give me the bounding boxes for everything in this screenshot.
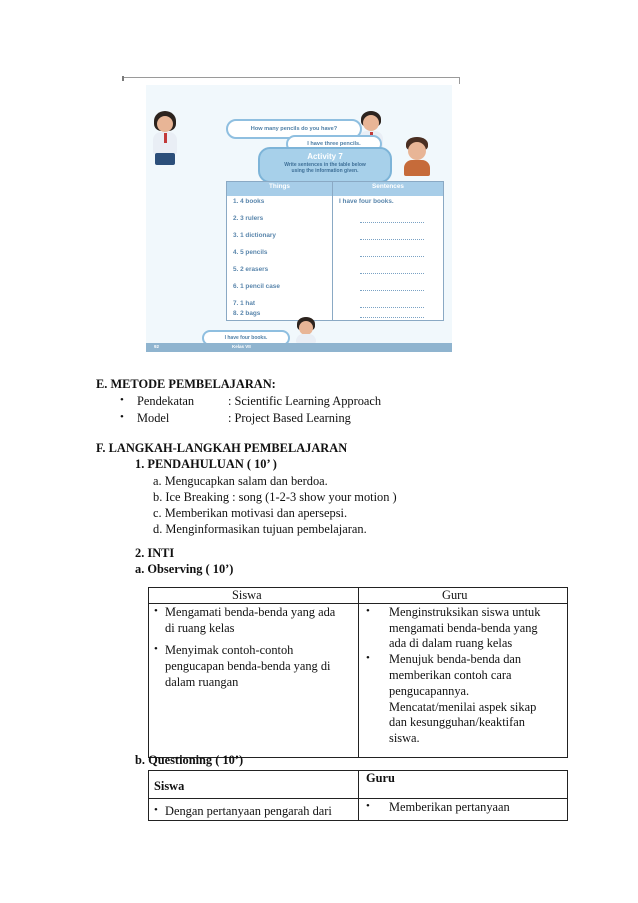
bullet-icon: • [366,605,370,617]
worksheet-blank [360,285,424,291]
pendahuluan-item: c. Memberikan motivasi dan apersepsi. [153,506,348,520]
teacher-figure [402,137,432,177]
worksheet-table [226,181,444,321]
observing-col-siswa: Siswa [232,588,262,602]
worksheet-col-sentences: Sentences [372,183,404,190]
worksheet-thing: 7. 1 hat [233,300,256,307]
siswa-item-line: Mengamati benda-benda yang ada [165,605,336,619]
siswa-item-line: pengucapan benda-benda yang di [165,659,331,673]
questioning-siswa-item: Dengan pertanyaan pengarah dari [165,804,332,818]
worksheet-thing: 4. 5 pencils [233,249,268,256]
worksheet-divider [332,182,333,320]
activity-bubble [258,147,392,183]
worksheet-blank [360,251,424,257]
guru-item-line: pengucapannya. [389,684,470,698]
figure-border-right [459,77,460,84]
worksheet-col-things: Things [269,183,290,190]
guru-item-line: dan kesungguhan/keaktifan [389,715,525,729]
worksheet-thing: 5. 2 erasers [233,266,269,273]
siswa-item-line: di ruang kelas [165,621,235,635]
siswa-item-line: dalam ruangan [165,675,239,689]
bullet-icon: • [154,643,158,655]
pendahuluan-item: d. Menginformasikan tujuan pembelajaran. [153,522,367,536]
method-label: Model [137,411,170,425]
bullet-icon: • [154,804,158,816]
bullet-icon: • [120,411,124,423]
guru-item-line: Mencatat/menilai aspek sikap [389,700,537,714]
method-value: : Project Based Learning [228,411,351,425]
textbook-page-number: 92 [154,344,160,349]
guru-item-line: ada di dalam ruang kelas [389,636,513,650]
worksheet-blank [360,234,424,240]
inti-heading: 2. INTI [135,546,175,560]
figure-border-top [122,77,460,78]
guru-item-line: mengamati benda-benda yang [389,621,538,635]
student-girl-figure [148,111,182,167]
bullet-icon: • [366,800,370,812]
questioning-heading: b. Questioning ( 10’) [135,753,244,767]
textbook-page [146,85,452,351]
bullet-icon: • [120,394,124,406]
bullet-icon: • [154,605,158,617]
speech-bubble-bottom: I have four books. [202,330,290,346]
observing-col-guru: Guru [442,588,468,602]
questioning-guru-item: Memberikan pertanyaan [389,800,510,814]
activity-instruction-1: Write sentences in the table below [284,162,366,168]
worksheet-blank [360,268,424,274]
speech-bubble-question: How many pencils do you have? [226,119,362,139]
method-value: : Scientific Learning Approach [228,394,382,408]
textbook-footer-label: Kelas VII [232,344,251,349]
worksheet-thing: 1. 4 books [233,198,265,205]
worksheet-blank [360,302,424,308]
pendahuluan-heading: 1. PENDAHULUAN ( 10’ ) [135,457,277,471]
method-label: Pendekatan [137,394,195,408]
student-bottom-figure [294,317,318,343]
textbook-footer-bar [146,343,452,352]
guru-item-line: memberikan contoh cara [389,668,512,682]
guru-item-line: Menginstruksikan siswa untuk [389,605,541,619]
guru-item-line: Menujuk benda-benda dan [389,652,522,666]
worksheet-blank [360,312,424,318]
worksheet-sentence: I have four books. [339,198,394,205]
worksheet-thing: 6. 1 pencil case [233,283,280,290]
guru-item-line: siswa. [389,731,420,745]
questioning-col-guru: Guru [366,771,395,785]
questioning-col-siswa: Siswa [154,779,185,793]
section-e-heading: E. METODE PEMBELAJARAN: [96,377,276,391]
textbook-illustration [118,73,460,354]
pendahuluan-item: a. Mengucapkan salam dan berdoa. [153,474,328,488]
section-f-heading: F. LANGKAH-LANGKAH PEMBELAJARAN [96,441,348,455]
worksheet-thing: 8. 2 bags [233,310,261,317]
activity-instruction-2: using the information given. [291,168,359,174]
worksheet-thing: 2. 3 rulers [233,215,264,222]
bullet-icon: • [366,652,370,664]
figure-border-cap [122,76,124,81]
worksheet-thing: 3. 1 dictionary [233,232,276,239]
pendahuluan-item: b. Ice Breaking : song (1-2-3 show your motion ) [153,490,397,504]
worksheet-blank [360,217,424,223]
activity-title: Activity 7 [307,152,343,161]
speech-bubble-answer: I have three pencils. [286,135,382,153]
siswa-item-line: Menyimak contoh-contoh [165,643,294,657]
observing-heading: a. Observing ( 10’) [135,562,234,576]
